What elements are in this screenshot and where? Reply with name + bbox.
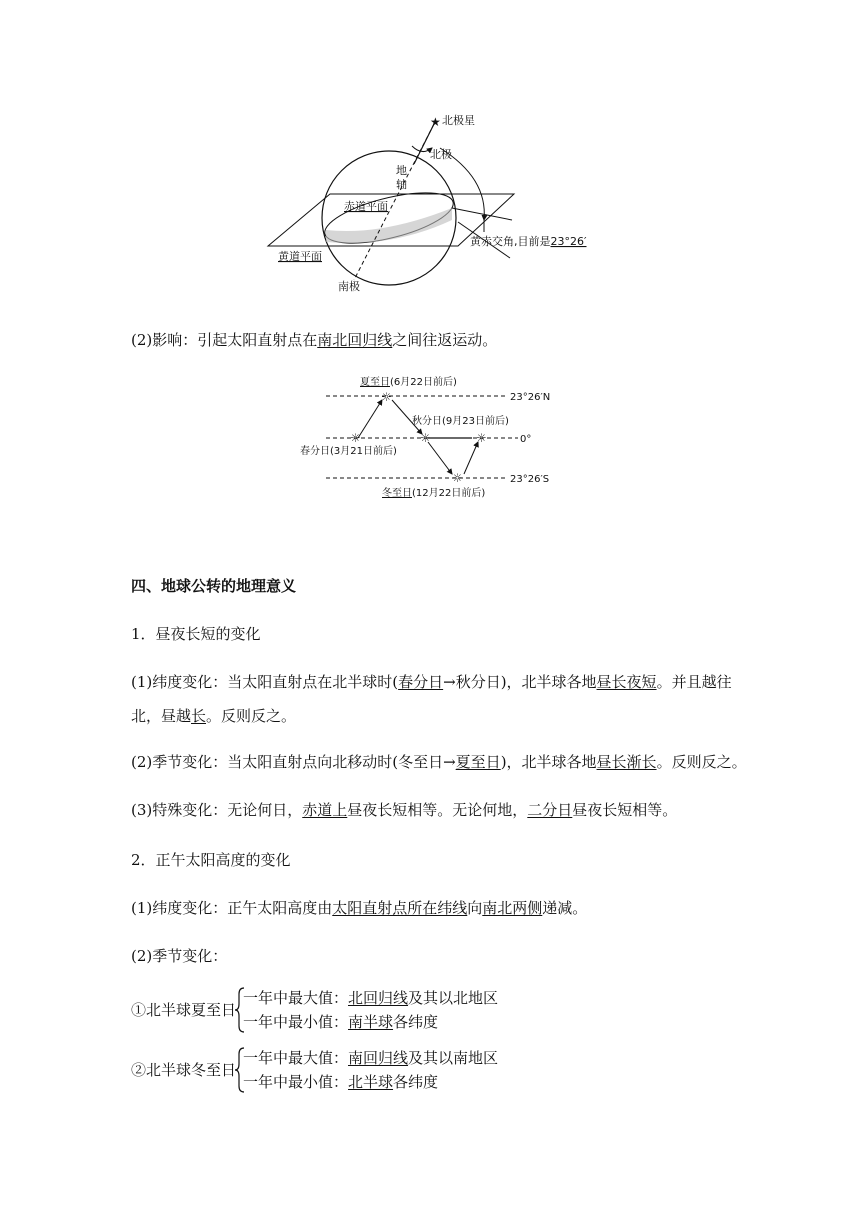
sun-icon-spring: ☼ [350,431,361,445]
sun-icon-autumn: ☼ [420,431,431,445]
lat-south-label: 23°26′S [510,474,550,485]
brace-line-max: 一年中最大值：南回归线及其以南地区 [243,1049,499,1067]
obliquity-label: 黄赤交角,目前是23°26′ [470,235,587,248]
section-heading: 四、地球公转的地理意义 [131,577,297,595]
star-icon: ★ [430,115,441,129]
equator-plane-label: 赤道平面 [344,200,388,213]
autumn-label: 秋分日(9月23日前后) [412,416,509,427]
paragraph-special: (3)特殊变化：无论何日，赤道上昼夜长短相等。无论何地，二分日昼夜长短相等。 [131,801,678,819]
paragraph-noon-latitude: (1)纬度变化：正午太阳高度由太阳直射点所在纬线向南北两侧递减。 [131,899,588,917]
subheading-day-length: 1．昼夜长短的变化 [131,625,261,643]
paragraph-noon-season: (2)季节变化： [131,947,228,965]
brace-label-winter: ②北半球冬至日 [131,1061,237,1079]
ecliptic-plane-label: 黄道平面 [278,250,322,263]
subheading-noon-altitude: 2．正午太阳高度的变化 [131,851,291,869]
sun-icon-autumn2: ☼ [476,431,487,445]
north-pole-label: 北极 [430,148,452,161]
lat-north-label: 23°26′N [510,392,551,403]
south-pole-label: 南极 [338,280,360,293]
brace-block-summer [131,986,531,1034]
north-star-label: 北极星 [442,114,475,127]
sun-icon-summer: ☼ [381,390,392,404]
paragraph-latitude-2: 北，昼越长。反则反之。 [131,707,297,725]
brace-line-min: 一年中最小值：北半球各纬度 [243,1073,439,1091]
summer-label: 夏至日(6月22日前后) [360,377,457,388]
effect-paragraph: (2)影响：引起太阳直射点在南北回归线之间往返运动。 [131,331,498,349]
axis-label-2: 轴 [396,178,407,191]
sun-icon-winter: ☼ [452,471,463,485]
lat-zero-label: 0° [520,434,532,445]
brace-line-max: 一年中最大值：北回归线及其以北地区 [243,989,499,1007]
paragraph-season: (2)季节变化：当太阳直射点向北移动时(冬至日→夏至日)，北半球各地昼长渐长。反则反之。 [131,753,747,771]
brace-line-min: 一年中最小值：南半球各纬度 [243,1013,439,1031]
axis-label-1: 地 [396,164,407,177]
earth-obliquity-diagram [262,108,612,300]
brace-block-winter [131,1046,531,1094]
winter-label: 冬至日(12月22日前后) [382,488,486,499]
paragraph-latitude-1: (1)纬度变化：当太阳直射点在北半球时(春分日→秋分日)，北半球各地昼长夜短。并且越往 [131,673,732,691]
brace-label-summer: ①北半球夏至日 [131,1001,237,1019]
solar-migration-diagram [296,372,566,502]
spring-label: 春分日(3月21日前后) [300,446,397,457]
